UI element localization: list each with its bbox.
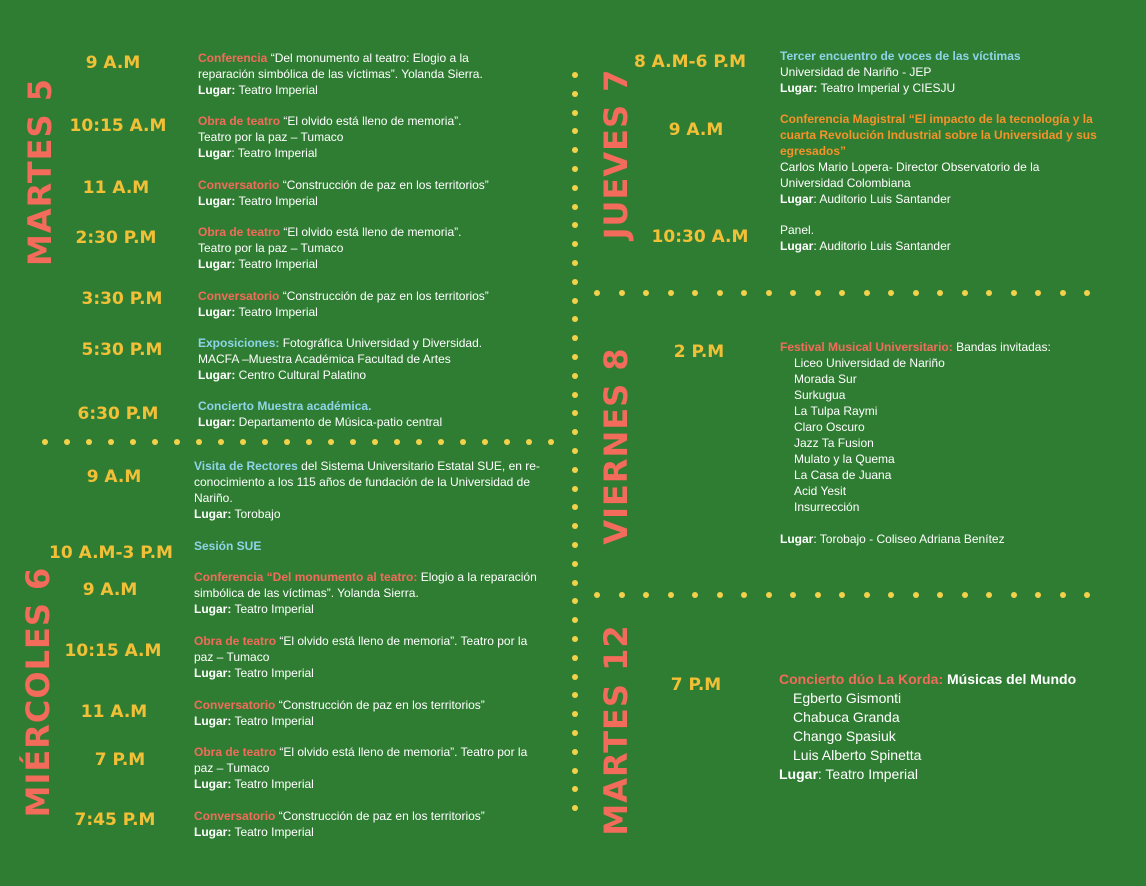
event-title: Tercer encuentro de voces de las víctimas [780,49,1021,63]
lugar-value: Teatro Imperial [235,305,318,319]
event-entry [194,808,485,840]
divider-dot [572,241,578,247]
event-entry [194,633,527,681]
divider-dot [548,439,554,445]
divider-dot [594,592,600,598]
divider-dot [86,439,92,445]
lugar-label: Lugar [780,239,814,253]
event-title: egresados” [780,144,847,158]
lugar-value: Teatro Imperial [231,825,314,839]
time-slot: 6:30 P.M [77,404,159,424]
divider-dot [572,768,578,774]
lugar-label: Lugar: [198,368,236,382]
divider-dot [668,290,674,296]
time-slot: 10:30 A.M [651,227,749,247]
lugar-value: Torobajo [231,507,281,521]
list-item: Egberto Gismonti [793,690,902,706]
divider-dot [1011,290,1017,296]
event-entry [198,335,482,383]
divider-dot [196,439,202,445]
event-text: Carlos Mario Lopera- Director Observatorio de la [780,160,1040,174]
divider-dot [741,592,747,598]
divider-dot [572,91,578,97]
divider-dot [839,290,845,296]
lugar-label: Lugar [780,192,814,206]
event-title: Conferencia Magistral “El impacto de la tecnología y la [780,112,1093,126]
lugar-value: Teatro Imperial [231,714,314,728]
divider-dot [572,410,578,416]
event-text: “Construcción de paz en los territorios” [275,809,485,823]
event-text: Bandas invitadas: [952,340,1051,354]
divider-dot [572,429,578,435]
divider-dot [572,392,578,398]
divider-dot [572,147,578,153]
divider-dot [572,448,578,454]
event-entry [198,288,489,320]
divider-dot [394,439,400,445]
divider-dot [1035,592,1041,598]
event-text: Elogio a la reparación [417,570,537,584]
lugar-label: Lugar: [198,415,236,429]
divider-dot [328,439,334,445]
divider-dot [572,279,578,285]
divider-dot [572,561,578,567]
divider-dot [888,290,894,296]
event-entry [198,177,489,209]
list-item: Surkugua [794,388,846,402]
list-item: Insurrección [794,500,860,514]
event-text: “El olvido está lleno de memoria”. [280,225,462,239]
divider-dot [526,439,532,445]
event-text: “Construcción de paz en los territorios” [279,178,489,192]
divider-dot [64,439,70,445]
divider-dot [460,439,466,445]
lugar-label: Lugar: [198,194,236,208]
event-title: Obra de teatro [194,745,277,759]
divider-dot [815,592,821,598]
lugar-value: Teatro Imperial [231,602,314,616]
divider-dot [108,439,114,445]
divider-dot [306,439,312,445]
divider-dot [218,439,224,445]
lugar-label: Lugar: [198,305,236,319]
divider-dot [790,592,796,598]
divider-dot [438,439,444,445]
event-text: “Construcción de paz en los territorios” [275,698,485,712]
horizontal-dot-divider-right-bottom [594,592,1106,598]
divider-dot [864,592,870,598]
lugar-label: Lugar: [194,825,232,839]
lugar-label: Lugar: [194,507,232,521]
lugar-label: Lugar [779,766,818,782]
divider-dot [692,290,698,296]
divider-dot [572,354,578,360]
divider-dot [913,592,919,598]
event-text: “Construcción de paz en los territorios” [279,289,489,303]
event-entry [194,697,485,729]
divider-dot [240,439,246,445]
divider-dot [572,805,578,811]
day-label-miercoles-6: MIÉRCOLES 6 [19,566,57,818]
divider-dot [962,592,968,598]
divider-dot [482,439,488,445]
divider-dot [1011,592,1017,598]
event-text: Universidad Colombiana [780,176,911,190]
time-slot: 7 P.M [670,675,722,695]
divider-dot [937,290,943,296]
event-title: Concierto dúo La Korda: [779,671,944,687]
divider-dot [1084,290,1090,296]
lugar-label: Lugar: [198,83,236,97]
event-text: Teatro por la paz – Tumaco [198,241,344,255]
event-title: Conversatorio [194,809,276,823]
time-slot: 9 A.M [668,120,724,140]
divider-dot [262,439,268,445]
event-text: conocimiento a los 115 años de fundación de la Universidad de [194,475,530,489]
divider-dot [572,222,578,228]
lugar-label: Lugar: [194,714,232,728]
time-slot: 9 A.M [86,467,142,487]
divider-dot [572,580,578,586]
divider-dot [572,655,578,661]
divider-dot [717,290,723,296]
event-text: “Del monumento al teatro: Elogio a la [267,51,469,65]
divider-dot [572,72,578,78]
vertical-dot-divider [572,72,578,822]
list-item: Claro Oscuro [794,420,865,434]
divider-dot [1060,290,1066,296]
list-item: La Casa de Juana [794,468,892,482]
event-entry [198,398,442,430]
divider-dot [692,592,698,598]
event-text: MACFA –Muestra Académica Facultad de Artes [198,352,451,366]
time-slot: 2 P.M [673,342,725,362]
divider-dot [572,730,578,736]
horizontal-dot-divider-left [42,439,572,445]
divider-dot [766,290,772,296]
divider-dot [572,598,578,604]
lugar-value: : Teatro Imperial [231,146,318,160]
event-entry [780,339,1051,547]
event-title: Conferencia “Del monumento al teatro: [194,570,418,584]
divider-dot [572,298,578,304]
lugar-value: Centro Cultural Palatino [235,368,367,382]
lugar-value: : Auditorio Luis Santander [813,239,951,253]
divider-dot [572,636,578,642]
day-label-viernes-8: VIERNES 8 [597,347,635,545]
divider-dot [986,290,992,296]
event-entry [780,111,1097,207]
time-slot: 10:15 A.M [69,116,167,136]
event-title: cuarta Revolución Industrial sobre la Universidad y sus [780,128,1097,142]
event-title: Obra de teatro [194,634,277,648]
divider-dot [350,439,356,445]
day-label-jueves-7: JUEVES 7 [597,68,635,240]
event-text: Universidad de Nariño - JEP [780,65,932,79]
event-text: Fotográfica Universidad y Diversidad. [279,336,483,350]
event-title: Obra de teatro [198,114,281,128]
list-item: Acid Yesit [794,484,847,498]
event-text: reparación simbólica de las víctimas”. Yolanda Sierra. [198,67,483,81]
event-entry [194,744,527,792]
lugar-value: Departamento de Música-patio central [235,415,443,429]
time-slot: 10 A.M-3 P.M [49,543,173,563]
divider-dot [986,592,992,598]
divider-dot [572,185,578,191]
list-item: Luis Alberto Spinetta [793,747,922,763]
event-title: Conversatorio [198,178,280,192]
time-slot: 5:30 P.M [81,340,163,360]
divider-dot [152,439,158,445]
divider-dot [572,504,578,510]
divider-dot [174,439,180,445]
list-item: Jazz Ta Fusion [794,436,874,450]
list-item: Chabuca Granda [793,709,900,725]
list-item: La Tulpa Raymi [794,404,878,418]
divider-dot [1084,592,1090,598]
divider-dot [572,749,578,755]
event-title: Festival Musical Universitario: [780,340,953,354]
divider-dot [572,110,578,116]
event-text: Teatro por la paz – Tumaco [198,130,344,144]
divider-dot [572,467,578,473]
time-slot: 9 A.M [85,53,141,73]
time-slot: 8 A.M-6 P.M [633,52,747,72]
day-label-martes-5: MARTES 5 [21,78,59,266]
time-slot: 3:30 P.M [81,289,163,309]
divider-dot [962,290,968,296]
list-item: Mulato y la Quema [794,452,895,466]
divider-dot [572,674,578,680]
event-entry [779,670,1076,784]
event-text: Panel. [780,223,815,237]
divider-dot [572,204,578,210]
day-label-martes-12: MARTES 12 [597,624,635,836]
event-title: Concierto Muestra académica. [198,399,372,413]
divider-dot [839,592,845,598]
divider-dot [416,439,422,445]
event-title: Conferencia [198,51,268,65]
event-text: simbólica de las víctimas”. Yolanda Sierra. [194,586,419,600]
divider-dot [864,290,870,296]
divider-dot [741,290,747,296]
divider-dot [572,335,578,341]
divider-dot [572,316,578,322]
time-slot: 7 P.M [94,750,146,770]
event-title: Exposiciones: [198,336,280,350]
time-slot: 9 A.M [82,580,138,600]
event-entry [198,113,461,161]
divider-dot [572,166,578,172]
divider-dot [1035,290,1041,296]
event-text: Músicas del Mundo [943,671,1077,687]
lugar-value: Teatro Imperial [235,257,318,271]
divider-dot [790,290,796,296]
divider-dot [504,439,510,445]
divider-dot [643,592,649,598]
list-item: Chango Spasiuk [793,728,896,744]
event-text: “El olvido está lleno de memoria”. Teatro por la [276,745,528,759]
lugar-value: : Auditorio Luis Santander [813,192,951,206]
divider-dot [619,592,625,598]
divider-dot [572,542,578,548]
event-title: Conversatorio [194,698,276,712]
time-slot: 11 A.M [82,178,150,198]
divider-dot [572,617,578,623]
event-title: Sesión SUE [194,539,262,553]
divider-dot [594,290,600,296]
horizontal-dot-divider-right-top [594,290,1106,296]
event-text: “El olvido está lleno de memoria”. Teatro por la [276,634,528,648]
event-entry [198,224,461,272]
divider-dot [643,290,649,296]
time-slot: 7:45 P.M [74,810,156,830]
lugar-value: Teatro Imperial [231,666,314,680]
event-title: Conversatorio [198,289,280,303]
divider-dot [130,439,136,445]
event-entry [198,50,483,98]
time-slot: 10:15 A.M [64,641,162,661]
lugar-label: Lugar: [780,81,818,95]
divider-dot [913,290,919,296]
divider-dot [572,692,578,698]
divider-dot [284,439,290,445]
lugar-value: Teatro Imperial [231,777,314,791]
lugar-label: Lugar [780,532,814,546]
lugar-label: Lugar: [198,257,236,271]
divider-dot [372,439,378,445]
divider-dot [572,373,578,379]
divider-dot [572,486,578,492]
divider-dot [572,128,578,134]
divider-dot [572,711,578,717]
divider-dot [42,439,48,445]
divider-dot [572,523,578,529]
divider-dot [668,592,674,598]
artists-list [779,689,1076,765]
divider-dot [815,290,821,296]
divider-dot [888,592,894,598]
lugar-value: : Torobajo - Coliseo Adriana Benítez [813,532,1005,546]
time-slot: 11 A.M [80,702,148,722]
divider-dot [619,290,625,296]
time-slot: 2:30 P.M [75,228,157,248]
lugar-label: Lugar: [194,777,232,791]
event-text: paz – Tumaco [194,761,270,775]
event-text: del Sistema Universitario Estatal SUE, en re- [297,459,540,473]
event-entry [780,48,1021,96]
event-text: paz – Tumaco [194,650,270,664]
lugar-value: Teatro Imperial [235,83,318,97]
divider-dot [717,592,723,598]
list-item: Liceo Universidad de Nariño [794,356,945,370]
divider-dot [766,592,772,598]
event-entry [194,538,261,554]
divider-dot [572,260,578,266]
event-title: Visita de Rectores [194,459,298,473]
lugar-label: Lugar: [194,602,232,616]
event-title: Obra de teatro [198,225,281,239]
lugar-value: Teatro Imperial [235,194,318,208]
lugar-value: : Teatro Imperial [817,766,919,782]
event-text: “El olvido está lleno de memoria”. [280,114,462,128]
list-item: Morada Sur [794,372,857,386]
lugar-label: Lugar: [194,666,232,680]
divider-dot [572,786,578,792]
lugar-value: Teatro Imperial y CIESJU [817,81,956,95]
event-text: Nariño. [194,491,233,505]
event-entry [780,222,951,254]
divider-dot [937,592,943,598]
event-entry [194,569,537,617]
lugar-label: Lugar [198,146,232,160]
bands-list [780,355,1051,515]
event-entry [194,458,540,522]
divider-dot [1060,592,1066,598]
